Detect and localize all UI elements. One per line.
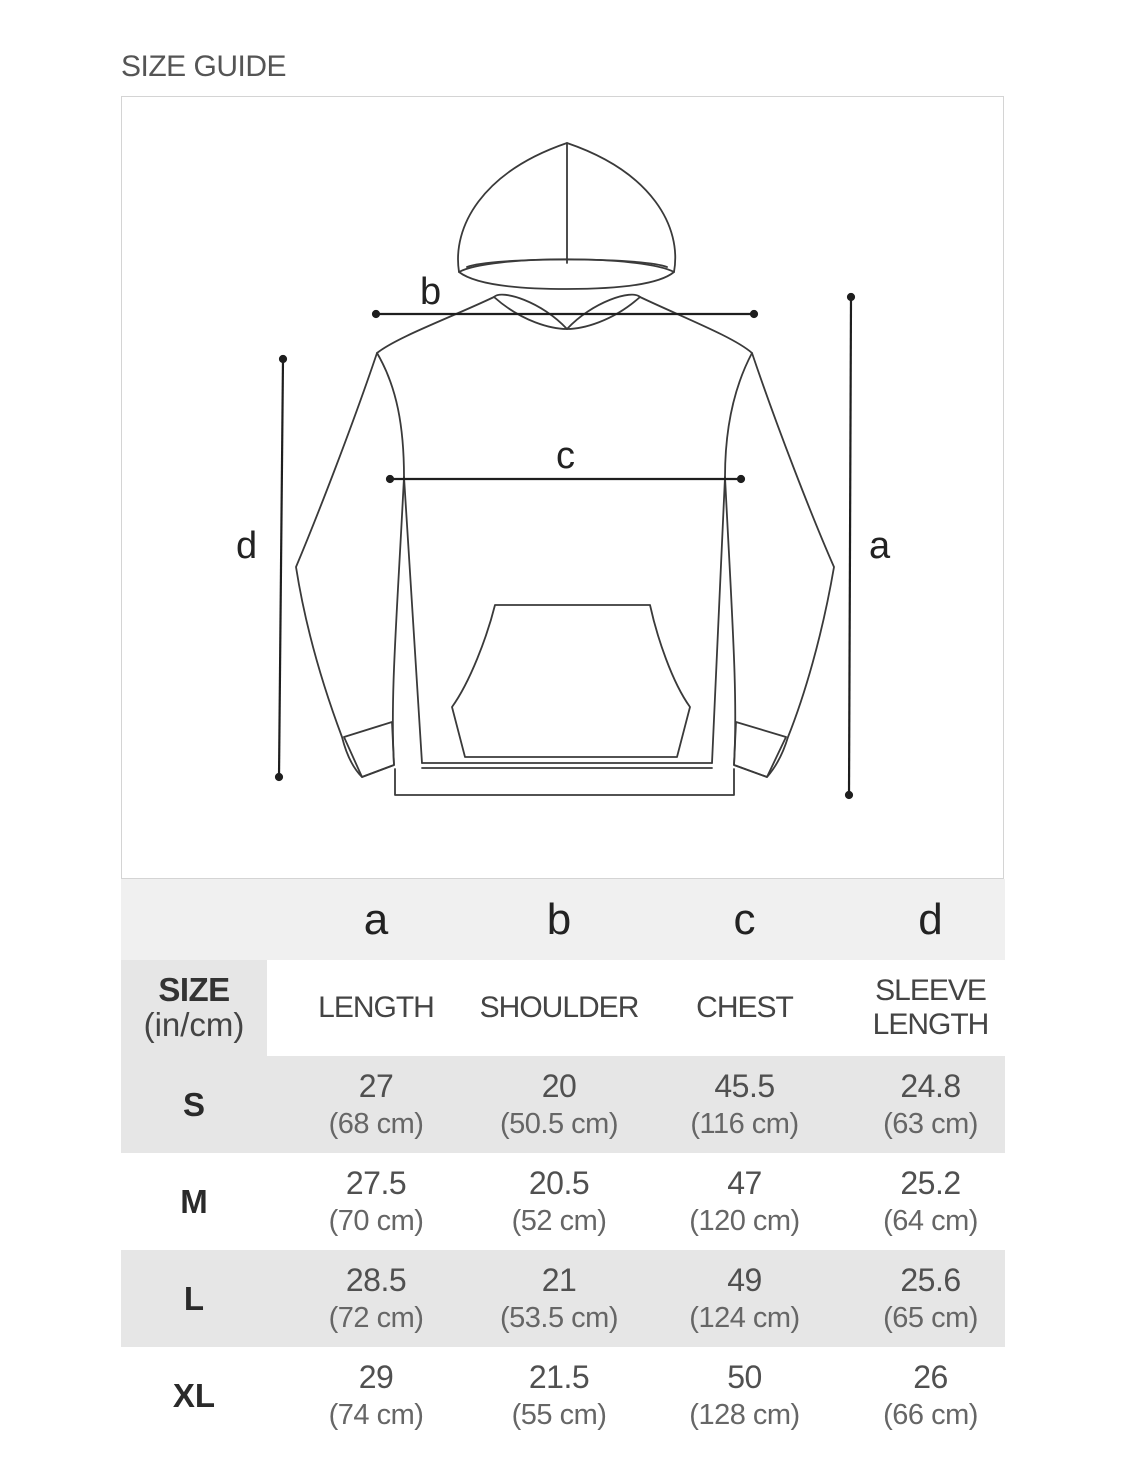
letter-d: d bbox=[918, 894, 943, 944]
hoodie-diagram bbox=[121, 96, 1004, 879]
value-cm: (52 cm) bbox=[511, 1205, 607, 1238]
dimension-d-line bbox=[279, 359, 283, 777]
value-in: 27 bbox=[358, 1068, 394, 1105]
table-header-row bbox=[121, 960, 1005, 1056]
left-cuff bbox=[344, 722, 394, 777]
col-shoulder: SHOULDER bbox=[479, 991, 639, 1025]
letter-a: a bbox=[363, 894, 389, 944]
value-cm: (72 cm) bbox=[328, 1302, 424, 1335]
table-row bbox=[121, 1250, 1005, 1347]
dimension-letters-row bbox=[121, 879, 1005, 960]
value-in: 49 bbox=[727, 1262, 762, 1299]
body-left bbox=[296, 297, 494, 777]
value-in: 24.8 bbox=[900, 1068, 961, 1105]
value-cm: (65 cm) bbox=[883, 1302, 978, 1335]
kangaroo-pocket bbox=[452, 605, 690, 757]
table-row bbox=[121, 1153, 1005, 1250]
size-name: M bbox=[180, 1182, 208, 1220]
value-in: 28.5 bbox=[345, 1262, 407, 1299]
value-cm: (128 cm) bbox=[689, 1399, 800, 1432]
value-in: 21.5 bbox=[528, 1359, 590, 1396]
value-in: 26 bbox=[913, 1359, 948, 1396]
letter-b: b bbox=[546, 894, 572, 944]
col-length: LENGTH bbox=[318, 991, 434, 1025]
hoodie-illustration bbox=[122, 97, 1005, 880]
right-cuff bbox=[734, 722, 786, 777]
body-right bbox=[640, 297, 834, 777]
size-table bbox=[121, 879, 1005, 1444]
hood-rim bbox=[459, 272, 674, 289]
size-name: L bbox=[183, 1279, 205, 1317]
dimension-a-label: a bbox=[869, 525, 891, 567]
value-in: 50 bbox=[727, 1359, 762, 1396]
value-cm: (53.5 cm) bbox=[500, 1302, 618, 1335]
value-cm: (50.5 cm) bbox=[500, 1108, 618, 1141]
size-name: S bbox=[182, 1085, 205, 1123]
value-cm: (68 cm) bbox=[328, 1108, 424, 1141]
letter-c: c bbox=[733, 894, 756, 944]
table-row bbox=[121, 1347, 1005, 1444]
value-in: 27.5 bbox=[345, 1165, 407, 1202]
value-cm: (55 cm) bbox=[511, 1399, 607, 1432]
size-name: XL bbox=[172, 1376, 216, 1414]
col-chest: CHEST bbox=[696, 991, 793, 1025]
value-cm: (124 cm) bbox=[689, 1302, 800, 1335]
dimension-a-line bbox=[849, 297, 851, 795]
value-in: 29 bbox=[358, 1359, 394, 1396]
value-in: 47 bbox=[727, 1165, 762, 1202]
table-row bbox=[121, 1056, 1005, 1153]
value-cm: (66 cm) bbox=[883, 1399, 978, 1432]
value-cm: (120 cm) bbox=[689, 1205, 800, 1238]
value-cm: (74 cm) bbox=[328, 1399, 424, 1432]
dimension-c-label: c bbox=[556, 435, 575, 477]
value-in: 20.5 bbox=[528, 1165, 590, 1202]
value-cm: (116 cm) bbox=[690, 1108, 799, 1141]
col-sleeve-length: SLEEVE LENGTH bbox=[872, 974, 989, 1041]
value-cm: (70 cm) bbox=[328, 1205, 424, 1238]
dimension-d-label: d bbox=[236, 525, 258, 567]
size-label: SIZE bbox=[158, 970, 230, 1008]
page-title: SIZE GUIDE bbox=[121, 50, 287, 83]
value-in: 21 bbox=[541, 1262, 577, 1299]
dimension-b-label: b bbox=[420, 271, 442, 313]
value-cm: (63 cm) bbox=[883, 1108, 978, 1141]
value-in: 45.5 bbox=[714, 1068, 775, 1105]
value-in: 25.2 bbox=[900, 1165, 961, 1202]
value-cm: (64 cm) bbox=[883, 1205, 978, 1238]
size-header-cell bbox=[121, 960, 267, 1056]
size-unit: (in/cm) bbox=[143, 1006, 245, 1044]
value-in: 20 bbox=[541, 1068, 577, 1105]
value-in: 25.6 bbox=[900, 1262, 961, 1299]
